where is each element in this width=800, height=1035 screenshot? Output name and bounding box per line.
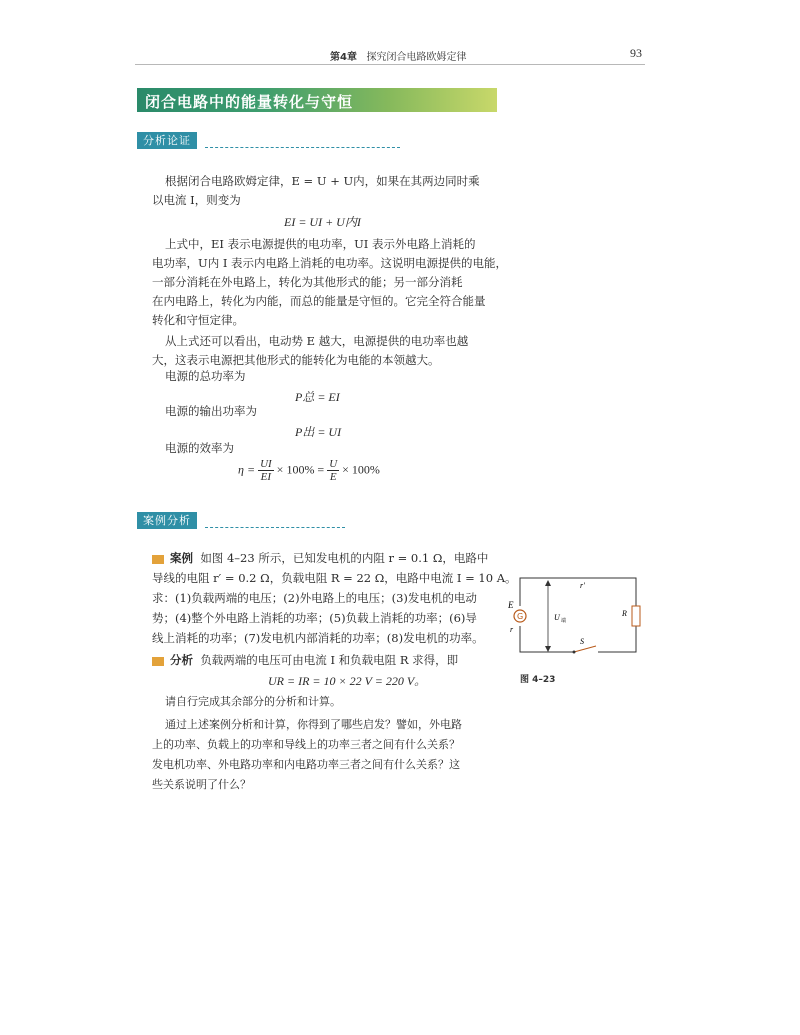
output-power-label: 电源的输出功率为 [165,404,257,418]
efficiency-fraction-1 [258,458,274,483]
para2-line-4: 在内电路上，转化为内能，而总的能量是守恒的。它完全符合能量 [152,294,486,308]
label-r-prime: r′ [580,581,585,590]
para2-line-1: 上式中，EI 表示电源提供的电功率，UI 表示外电路上消耗的 [165,237,476,251]
label-R: R [622,609,627,618]
generator-symbol: G [517,612,524,621]
section-banner [137,88,497,112]
total-power-equation: P总 = EI [295,390,340,404]
label-E: E [508,600,514,610]
case-analysis-equation: UR = IR = 10 × 22 V = 220 V。 [268,674,427,688]
think-line-1: 通过上述案例分析和计算，你得到了哪些启发？譬如，外电路 [165,718,462,731]
analysis-marker-icon [152,657,164,666]
case-analysis-line-1 [152,652,458,668]
para2-line-2: 电功率，U内 I 表示内电路上消耗的电功率。这说明电源提供的电能， [152,256,508,270]
case-analysis-label: 分析 [170,653,193,667]
case-marker-icon [152,555,164,564]
switch-pivot [573,651,576,654]
chapter-title: 探究闭合电路欧姆定律 [366,52,467,63]
intro-line-2: 以电流 I，则变为 [152,193,241,207]
intro-line-1: 根据闭合电路欧姆定律，E = U + U内，如果在其两边同时乘 [165,174,480,188]
efficiency-fraction-2-num: U [329,458,338,470]
analysis-heading: 分析论证 [137,132,197,149]
para3-line-1: 从上式还可以看出，电动势 E 越大，电源提供的电功率也越 [165,334,469,348]
figure-caption: 图 4–23 [520,675,556,685]
think-line-3: 发电机功率、外电路功率和内电路功率三者之间有什么关系？这 [152,758,460,771]
analysis-heading-rule [205,147,400,148]
para3-line-2: 大，这表示电源把其他形式的能转化为电能的本领越大。 [152,353,440,367]
case-line-4: 势；(4)整个外电路上消耗的功率；(5)负载上消耗的功率；(6)导 [152,611,477,625]
total-power-label: 电源的总功率为 [165,369,246,383]
circuit-wire-loop [520,578,636,652]
efficiency-fraction-2 [327,458,339,483]
efficiency-label: 电源的效率为 [165,441,234,455]
equation-energy: EI = UI + U内I [284,215,361,229]
efficiency-end: × 100% [342,462,380,477]
resistor-icon [632,606,640,626]
efficiency-fraction-2-den: E [329,471,337,483]
case-line-1 [152,550,488,566]
efficiency-fraction-1-den: EI [260,471,272,483]
header-rule [135,64,645,65]
page-number: 93 [630,46,642,60]
chapter-label: 第4章 [330,52,357,63]
case-label: 案例 [170,551,193,565]
case-line-2: 导线的电阻 r′ = 0.2 Ω，负载电阻 R = 22 Ω，电路中电流 I = 10 A。 [152,571,517,585]
voltage-arrow-head-top [545,580,551,586]
label-U: U [554,613,560,622]
circuit-diagram [508,572,648,662]
output-power-equation: P出 = UI [295,425,342,439]
think-line-4: 些关系说明了什么？ [152,778,251,791]
label-r: r [510,625,514,634]
case-heading: 案例分析 [137,512,197,529]
para2-line-3: 一部分消耗在外电路上，转化为其他形式的能；另一部分消耗 [152,275,463,289]
efficiency-equation [238,458,380,483]
think-line-2: 上的功率、负载上的功率和导线上的功率三者之间有什么关系？ [152,738,460,751]
case-line-5: 线上消耗的功率；(7)发电机内部消耗的功率；(8)发电机的功率。 [152,631,484,645]
efficiency-middle: × 100% = [276,462,325,477]
case-heading-rule [205,527,345,528]
para2-line-5: 转化和守恒定律。 [152,313,244,327]
running-header [330,48,467,63]
section-title: 闭合电路中的能量转化与守恒 [145,93,354,111]
label-U-sub: 端 [561,618,567,624]
self-calc-note: 请自行完成其余部分的分析和计算。 [165,695,341,708]
voltage-arrow-head-bottom [545,646,551,652]
label-S: S [580,637,584,646]
efficiency-fraction-1-num: UI [260,458,272,470]
efficiency-eta: η = [238,462,256,477]
case-analysis-line-1-text: 负载两端的电压可由电流 I 和负载电阻 R 求得，即 [200,653,459,667]
case-line-3: 求：(1)负载两端的电压；(2)外电路上的电压；(3)发电机的电动 [152,591,477,605]
case-line-1-text: 如图 4–23 所示，已知发电机的内阻 r = 0.1 Ω，电路中 [200,551,489,565]
